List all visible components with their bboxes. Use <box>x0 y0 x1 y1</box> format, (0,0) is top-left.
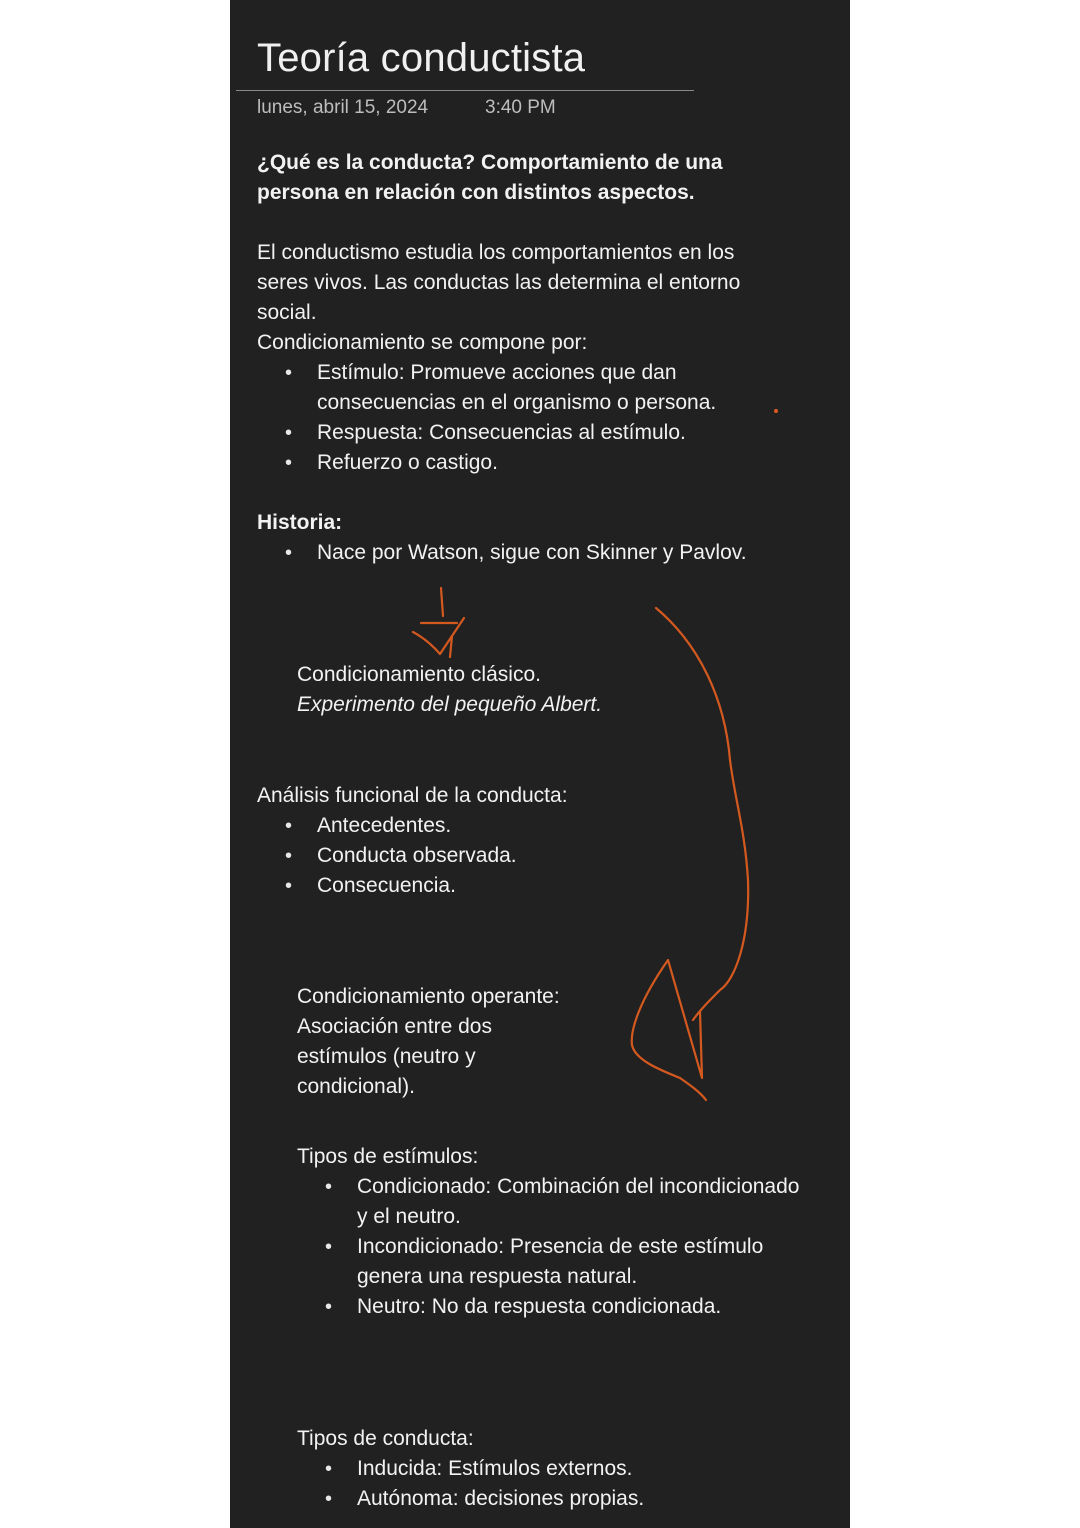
paragraph-line-1[interactable]: El conductismo estudia los comportamientos en los <box>257 241 735 264</box>
behavior-types-heading[interactable]: Tipos de conducta: <box>297 1427 474 1450</box>
operant-line-2[interactable]: Asociación entre dos <box>297 1015 492 1038</box>
list-item[interactable]: • Antecedentes. <box>257 811 517 841</box>
list-item[interactable]: • Condicionado: Combinación del incondicionado y el neutro. <box>297 1172 799 1232</box>
list-item[interactable]: • Consecuencia. <box>257 871 517 901</box>
operant-line-3[interactable]: estímulos (neutro y <box>297 1045 476 1068</box>
conditioning-list <box>257 358 716 478</box>
list-item[interactable]: • Neutro: No da respuesta condicionada. <box>297 1292 799 1322</box>
note-date: lunes, abril 15, 2024 <box>257 97 429 118</box>
analysis-list <box>257 811 517 901</box>
note-time: 3:40 PM <box>485 97 556 118</box>
stimuli-types-list <box>297 1172 799 1322</box>
classical-conditioning-title[interactable]: Condicionamiento clásico. <box>297 663 541 686</box>
title-divider <box>236 90 694 91</box>
paragraph-line-3[interactable]: social. <box>257 301 317 324</box>
historia-list <box>257 538 747 568</box>
classical-conditioning-example[interactable]: Experimento del pequeño Albert. <box>297 693 603 716</box>
list-item[interactable]: • Estímulo: Promueve acciones que dan consecuencias en el organismo o persona. <box>257 358 716 418</box>
list-item[interactable]: • Nace por Watson, sigue con Skinner y Pavlov. <box>257 538 747 568</box>
stimuli-types-heading[interactable]: Tipos de estímulos: <box>297 1145 479 1168</box>
historia-heading[interactable]: Historia: <box>257 511 343 534</box>
paragraph-line-2[interactable]: seres vivos. Las conductas las determina el entorno <box>257 271 741 294</box>
list-item[interactable]: • Respuesta: Consecuencias al estímulo. <box>257 418 716 448</box>
list-item[interactable]: • Conducta observada. <box>257 841 517 871</box>
note-page <box>230 0 850 1528</box>
intro-bold-line-2[interactable]: persona en relación con distintos aspectos. <box>257 181 695 204</box>
page-title[interactable]: Teoría conductista <box>257 36 586 80</box>
operant-line-1[interactable]: Condicionamiento operante: <box>297 985 560 1008</box>
intro-bold-line-1[interactable]: ¿Qué es la conducta? Comportamiento de una <box>257 151 723 174</box>
conditioning-heading[interactable]: Condicionamiento se compone por: <box>257 331 588 354</box>
ink-dot <box>775 410 777 412</box>
behavior-types-list <box>297 1454 644 1514</box>
list-item[interactable]: • Refuerzo o castigo. <box>257 448 716 478</box>
analysis-heading[interactable]: Análisis funcional de la conducta: <box>257 784 568 807</box>
short-down-arrow-icon <box>413 588 464 657</box>
list-item[interactable]: • Autónoma: decisiones propias. <box>297 1484 644 1514</box>
list-item[interactable]: • Inducida: Estímulos externos. <box>297 1454 644 1484</box>
operant-line-4[interactable]: condicional). <box>297 1075 415 1098</box>
list-item[interactable]: • Incondicionado: Presencia de este estímulo genera una respuesta natural. <box>297 1232 799 1292</box>
curved-down-arrow-icon <box>632 608 748 1100</box>
